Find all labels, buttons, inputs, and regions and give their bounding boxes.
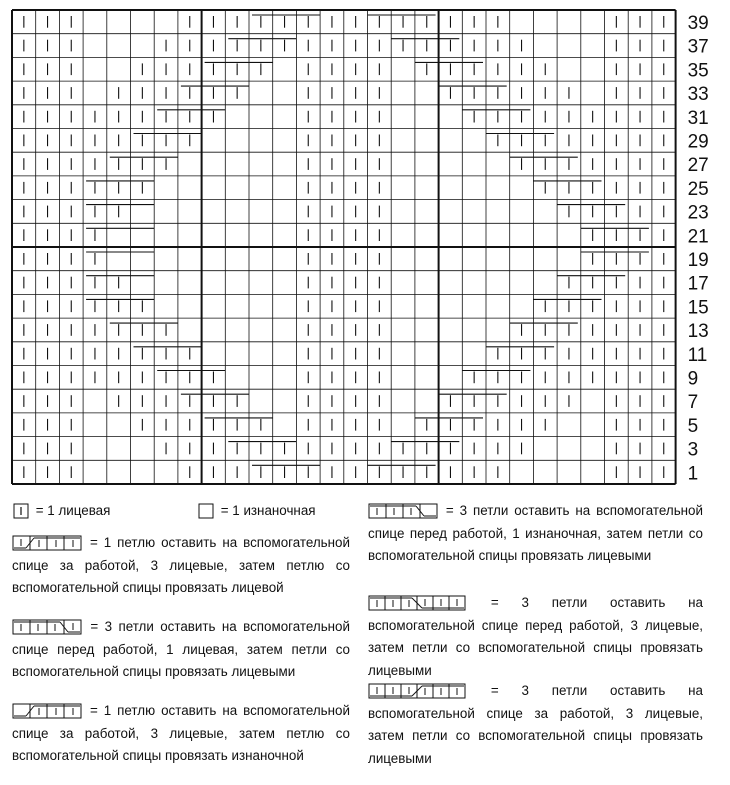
row-number-label: 19 (687, 249, 709, 271)
legend-c3-3-front-text: = 3 петли оставить на вспомогательной спице перед работой, 3 лицевые, затем петли со вспомогательной спицы провязать лицевыми (368, 595, 703, 678)
legend-purl-text: = 1 изнаночная (220, 503, 316, 518)
legend-knit-text: = 1 лицевая (35, 503, 111, 518)
row-number-label: 3 (687, 439, 699, 461)
legend-c3-3-back (368, 680, 703, 770)
row-number-label: 9 (687, 368, 699, 390)
row-number-label: 11 (687, 344, 708, 366)
cable-3-3-front-icon (368, 594, 468, 612)
row-number-label: 35 (687, 60, 709, 82)
purl-symbol-icon (197, 502, 217, 520)
legend-c1-3-back-purl-text: = 1 петлю оставить на вспомогательной спице за работой, 3 лицевые, затем петлю со вспомогательной спицы провязать изнаночной (12, 703, 350, 763)
legend-c3-1-front-purl (368, 500, 703, 568)
row-number-label: 5 (687, 415, 699, 437)
legend-c3-3-back-text: = 3 петли оставить на вспомогательной спице за работой, 3 лицевые, затем петли со вспомогательной спицы провязать лицевыми (368, 683, 703, 766)
cable-1-3-back-purl-icon (12, 702, 84, 720)
knit-symbol-icon (12, 502, 32, 520)
legend-purl (197, 500, 367, 523)
row-number-label: 17 (687, 273, 709, 295)
legend-c1-3-back-knit-text: = 1 петлю оставить на вспомогательной спице за работой, 3 лицевые, затем петлю со вспомогательной спицы провязать лицевой (12, 535, 350, 595)
row-number-label: 23 (687, 202, 709, 224)
row-number-label: 21 (687, 226, 709, 248)
row-number-label: 31 (687, 107, 709, 129)
row-number-label: 15 (687, 297, 709, 319)
cable-1-3-back-knit-icon (12, 534, 84, 552)
row-number-label: 7 (687, 392, 699, 414)
legend-c1-3-back-knit (12, 532, 350, 600)
row-number-label: 13 (687, 321, 709, 343)
row-number-label: 25 (687, 178, 709, 200)
row-number-label: 1 (687, 463, 699, 485)
row-number-labels (688, 13, 709, 484)
legend-c1-3-back-purl (12, 700, 350, 768)
legend-c3-1-front-purl-text: = 3 петли оставить на вспомогательной спице перед работой, 1 изнаночная, затем петли со вспомогательной спицы провязать лицевыми (368, 503, 703, 563)
legend-c3-3-front (368, 592, 703, 682)
cable-3-1-front-purl-icon (368, 502, 440, 520)
row-number-label: 39 (687, 12, 709, 34)
legend-c3-1-front-knit-text: = 3 петли оставить на вспомогательной спице перед работой, 1 лицевая, затем петли со вспомогательной спицы провязать лицевыми (12, 619, 350, 679)
row-number-label: 29 (687, 131, 709, 153)
legend-c3-1-front-knit (12, 616, 350, 684)
row-number-label: 27 (687, 155, 709, 177)
row-number-label: 33 (687, 84, 709, 106)
cable-3-3-back-icon (368, 682, 468, 700)
cable-3-1-front-knit-icon (12, 618, 84, 636)
row-number-label: 37 (687, 36, 709, 58)
chart-grid (12, 10, 676, 484)
